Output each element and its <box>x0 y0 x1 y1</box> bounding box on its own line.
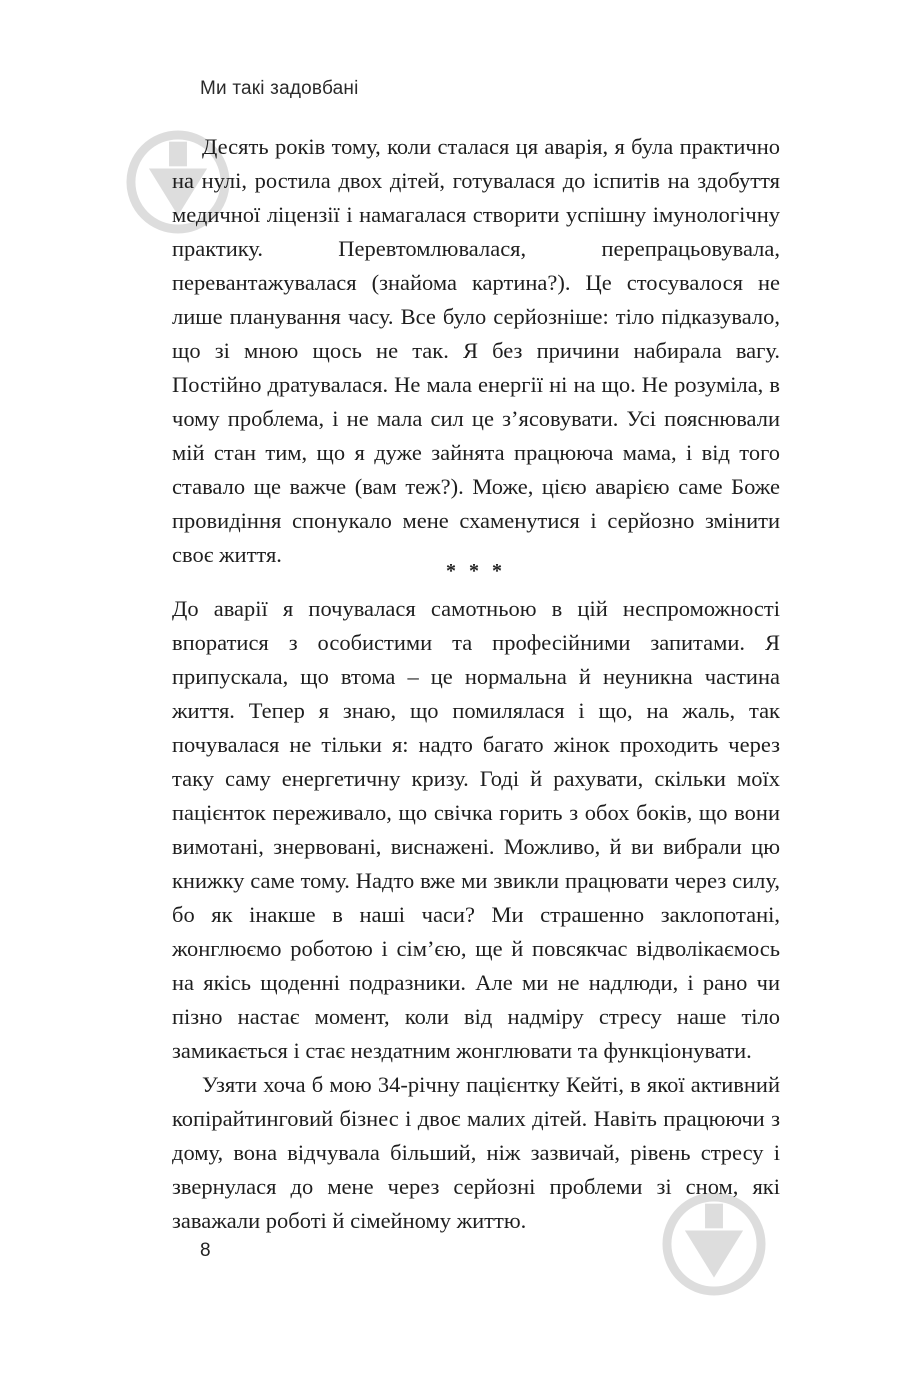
section-separator: * * * <box>446 560 506 582</box>
paragraph: Десять років тому, коли сталася ця аварія, я була практично на нулі, ростила двох дітей, готувалася до іспитів на здобуття медичної ліцензії і намагалася створити успішну імунологічну практику. Перевтомлювалася, перепрацьовувала, перевантажувалася (знайома картина?). Це стосувалося не лише планування часу. Все було серйозніше: тіло підказувало, що зі мною щось не так. Я без причини набирала вагу. Постійно дратувалася. Не мала енергії ні на що. Не розуміла, в чому проблема, і не мала сил це з’ясовувати. Усі пояснювали мій стан тим, що я дуже зайнята працююча мама, і від того ставало ще важче (вам теж?). Може, цією аварією саме Боже провидіння спонукало мене схаменутися і серйозно змінити своє життя. <box>172 134 780 567</box>
running-header: Ми такі задовбані <box>200 78 359 99</box>
page-number: 8 <box>200 1240 211 1261</box>
body-text-top <box>172 130 780 572</box>
body-text-bottom <box>172 592 780 1238</box>
paragraph: До аварії я почувалася самотньою в цій неспроможності впоратися з особистими та професійними запитами. Я припускала, що втома – це нормальна й неуникна частина життя. Тепер я знаю, що помилялася і що, на жаль, так почувалася не тільки я: надто багато жінок проходить через таку саму енергетичну кризу. Годі й рахувати, скільки моїх пацієнток переживало, що свічка горить з обох боків, що вони вимотані, знервовані, виснажені. Можливо, й ви вибрали цю книжку саме тому. Надто вже ми звикли працювати через силу, бо як інакше в наші часи? Ми страшенно заклопотані, жонглюємо роботою і сім’єю, ще й повсякчас відволікаємось на якісь щоденні подразники. Але ми не надлюди, і рано чи пізно настає момент, коли від надміру стресу наше тіло замикається і стає нездатним жонглювати та функціонувати. <box>172 596 780 1063</box>
paragraph: Узяти хоча б мою 34-річну пацієнтку Кейті, в якої активний копірайтинговий бізнес і двоє малих дітей. Навіть працюючи з дому, вона відчувала більший, ніж зазвичай, рівень стресу і звернулася до мене через серйозні проблеми зі сном, які заважали роботі й сімейному життю. <box>172 1072 780 1233</box>
